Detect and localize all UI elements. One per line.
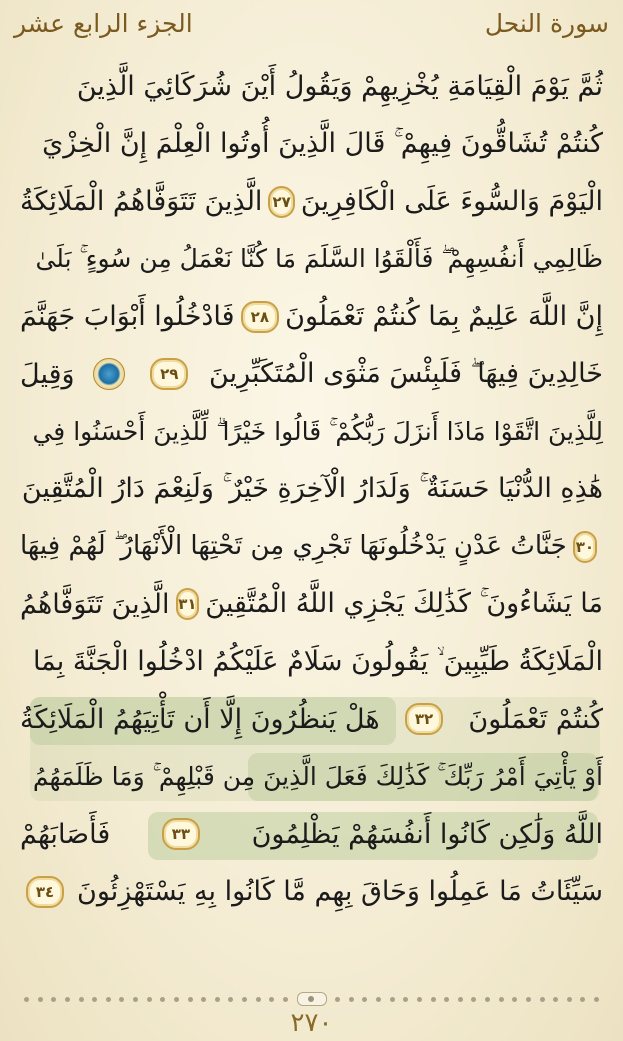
ayah-number-marker[interactable]: ٢٨	[241, 301, 279, 333]
page-indicator-dot[interactable]	[79, 997, 84, 1002]
page-indicator-dot[interactable]	[269, 997, 274, 1002]
verse-text[interactable]: فَأَصَابَهُمْ	[20, 818, 111, 850]
page-indicator-dot[interactable]	[553, 997, 558, 1002]
page-indicator-dot[interactable]	[335, 997, 340, 1002]
page-indicator-dot[interactable]	[458, 997, 463, 1002]
hizb-marker-icon	[93, 358, 125, 390]
verse-text[interactable]: جَنَّاتُ عَدْنٍ يَدْخُلُونَهَا تَجْرِي مِن تَحْتِهَا الْأَنْهَارُ ۖ لَهُمْ فِيهَا	[20, 531, 567, 562]
text-line[interactable]	[20, 748, 603, 806]
page-indicator-dot[interactable]	[540, 997, 545, 1002]
ayah-number-marker[interactable]: ٣٢	[405, 703, 443, 735]
verse-text[interactable]: ظَالِمِي أَنفُسِهِمْ ۖ فَأَلْقَوُا السَّلَمَ مَا كُنَّا نَعْمَلُ مِن سُوءٍ ۚ بَلَىٰ	[35, 244, 603, 274]
page-number: ٢٧٠	[290, 1008, 333, 1038]
text-line[interactable]	[20, 576, 603, 634]
verse-text[interactable]: سَيِّئَاتُ مَا عَمِلُوا وَحَاقَ بِهِم مَّا كَانُوا بِهِ يَسْتَهْزِئُونَ	[77, 876, 603, 908]
page-indicator-dot[interactable]	[376, 997, 381, 1002]
page-indicator-dot[interactable]	[390, 997, 395, 1002]
juz-name: الجزء الرابع عشر	[14, 8, 193, 38]
page-indicator-dot[interactable]	[444, 997, 449, 1002]
text-line[interactable]	[20, 633, 603, 691]
page-indicator-dot[interactable]	[228, 997, 233, 1002]
page-indicator[interactable]	[24, 992, 599, 1006]
text-line[interactable]	[20, 518, 603, 576]
text-line[interactable]	[20, 806, 603, 864]
ayah-number-marker[interactable]: ٣١	[176, 588, 200, 620]
page-indicator-dot[interactable]	[65, 997, 70, 1002]
page-indicator-dot[interactable]	[188, 997, 193, 1002]
page-indicator-dot[interactable]	[242, 997, 247, 1002]
verse-text[interactable]: هَلْ يَنظُرُونَ إِلَّا أَن تَأْتِيَهُمُ الْمَلَائِكَةُ	[20, 703, 380, 735]
page-indicator-dot[interactable]	[38, 997, 43, 1002]
page-indicator-dot[interactable]	[594, 997, 599, 1002]
page-indicator-dot[interactable]	[471, 997, 476, 1002]
ayah-number-marker[interactable]: ٢٩	[150, 358, 188, 390]
quran-text-lines	[20, 58, 603, 921]
ayah-number-marker[interactable]: ٣٣	[162, 818, 200, 850]
page-indicator-dot[interactable]	[256, 997, 261, 1002]
page-indicator-dot[interactable]	[567, 997, 572, 1002]
page-indicator-dot[interactable]	[51, 997, 56, 1002]
verse-text[interactable]: خَالِدِينَ فِيهَا ۖ فَلَبِئْسَ مَثْوَى الْمُتَكَبِّرِينَ	[209, 358, 603, 390]
page-indicator-dot[interactable]	[403, 997, 408, 1002]
page-indicator-dot[interactable]	[92, 997, 97, 1002]
verse-text[interactable]: ثُمَّ يَوْمَ الْقِيَامَةِ يُخْزِيهِمْ وَيَقُولُ أَيْنَ شُرَكَائِيَ الَّذِينَ	[76, 71, 603, 103]
ayah-number-marker[interactable]: ٣٠	[573, 531, 597, 563]
page-header	[0, 0, 623, 46]
verse-text[interactable]: لِلَّذِينَ اتَّقَوْا مَاذَا أَنزَلَ رَبُّكُمْ ۚ قَالُوا خَيْرًا ۗ لِّلَّذِينَ أَحْسَنُوا فِي	[32, 416, 603, 446]
page-indicator-dot[interactable]	[147, 997, 152, 1002]
verse-text[interactable]: إِنَّ اللَّهَ عَلِيمٌ بِمَا كُنتُمْ تَعْمَلُونَ	[285, 301, 603, 333]
text-line[interactable]	[20, 403, 603, 461]
verse-text[interactable]: اللَّهُ وَلَٰكِن كَانُوا أَنفُسَهُمْ يَظْلِمُونَ	[251, 818, 603, 850]
text-line[interactable]	[20, 173, 603, 231]
page-indicator-dot[interactable]	[119, 997, 124, 1002]
text-line[interactable]	[20, 461, 603, 519]
page-indicator-dot[interactable]	[160, 997, 165, 1002]
text-line[interactable]	[20, 346, 603, 404]
verse-text[interactable]: الَّذِينَ تَتَوَفَّاهُمُ الْمَلَائِكَةُ	[20, 186, 263, 218]
surah-name: سورة النحل	[484, 8, 609, 38]
ayah-number-marker[interactable]: ٣٤	[26, 876, 64, 908]
page-indicator-dot[interactable]	[431, 997, 436, 1002]
page-indicator-dot[interactable]	[362, 997, 367, 1002]
verse-text[interactable]: مَا يَشَاءُونَ ۚ كَذَٰلِكَ يَجْزِي اللَّهُ الْمُتَّقِينَ	[205, 588, 603, 620]
text-line[interactable]	[20, 231, 603, 289]
text-line[interactable]	[20, 116, 603, 174]
page-indicator-dot[interactable]	[485, 997, 490, 1002]
text-line[interactable]	[20, 691, 603, 749]
verse-text[interactable]: كُنتُمْ تُشَاقُّونَ فِيهِمْ ۚ قَالَ الَّذِينَ أُوتُوا الْعِلْمَ إِنَّ الْخِزْيَ	[42, 128, 603, 160]
page-indicator-dot[interactable]	[174, 997, 179, 1002]
page-indicator-dot[interactable]	[499, 997, 504, 1002]
verse-text[interactable]: هَٰذِهِ الدُّنْيَا حَسَنَةٌ ۚ وَلَدَارُ الْآخِرَةِ خَيْرٌ ۚ وَلَنِعْمَ دَارُ الْمُتَّقِينَ	[21, 473, 603, 505]
verse-text[interactable]: أَوْ يَأْتِيَ أَمْرُ رَبِّكَ ۚ كَذَٰلِكَ فَعَلَ الَّذِينَ مِن قَبْلِهِمْ ۚ وَمَا ظَلَمَهُمُ	[32, 761, 603, 791]
page-indicator-dot[interactable]	[283, 997, 288, 1002]
page-indicator-dot[interactable]	[133, 997, 138, 1002]
page-indicator-dot[interactable]	[349, 997, 354, 1002]
page-indicator-dot[interactable]	[512, 997, 517, 1002]
page-indicator-current[interactable]	[297, 992, 327, 1006]
page-indicator-dot[interactable]	[417, 997, 422, 1002]
verse-text[interactable]: فَادْخُلُوا أَبْوَابَ جَهَنَّمَ	[20, 301, 235, 333]
verse-text[interactable]: وَقِيلَ	[20, 358, 75, 390]
page-indicator-dot[interactable]	[526, 997, 531, 1002]
page-indicator-dot[interactable]	[215, 997, 220, 1002]
page-indicator-dot[interactable]	[580, 997, 585, 1002]
text-line[interactable]	[20, 863, 603, 921]
ayah-number-marker[interactable]: ٢٧	[268, 186, 294, 218]
verse-text[interactable]: الَّذِينَ تَتَوَفَّاهُمُ	[20, 588, 170, 620]
verse-text[interactable]: الْمَلَائِكَةُ طَيِّبِينَ ۙ يَقُولُونَ سَلَامٌ عَلَيْكُمُ ادْخُلُوا الْجَنَّةَ بِمَا	[32, 645, 603, 677]
text-line[interactable]	[20, 288, 603, 346]
text-line[interactable]	[20, 58, 603, 116]
page-indicator-dot[interactable]	[106, 997, 111, 1002]
verse-text[interactable]: كُنتُمْ تَعْمَلُونَ	[468, 703, 603, 735]
page-indicator-dot[interactable]	[201, 997, 206, 1002]
verse-text[interactable]: الْيَوْمَ وَالسُّوءَ عَلَى الْكَافِرِينَ	[300, 186, 603, 218]
page-indicator-dot[interactable]	[24, 997, 29, 1002]
